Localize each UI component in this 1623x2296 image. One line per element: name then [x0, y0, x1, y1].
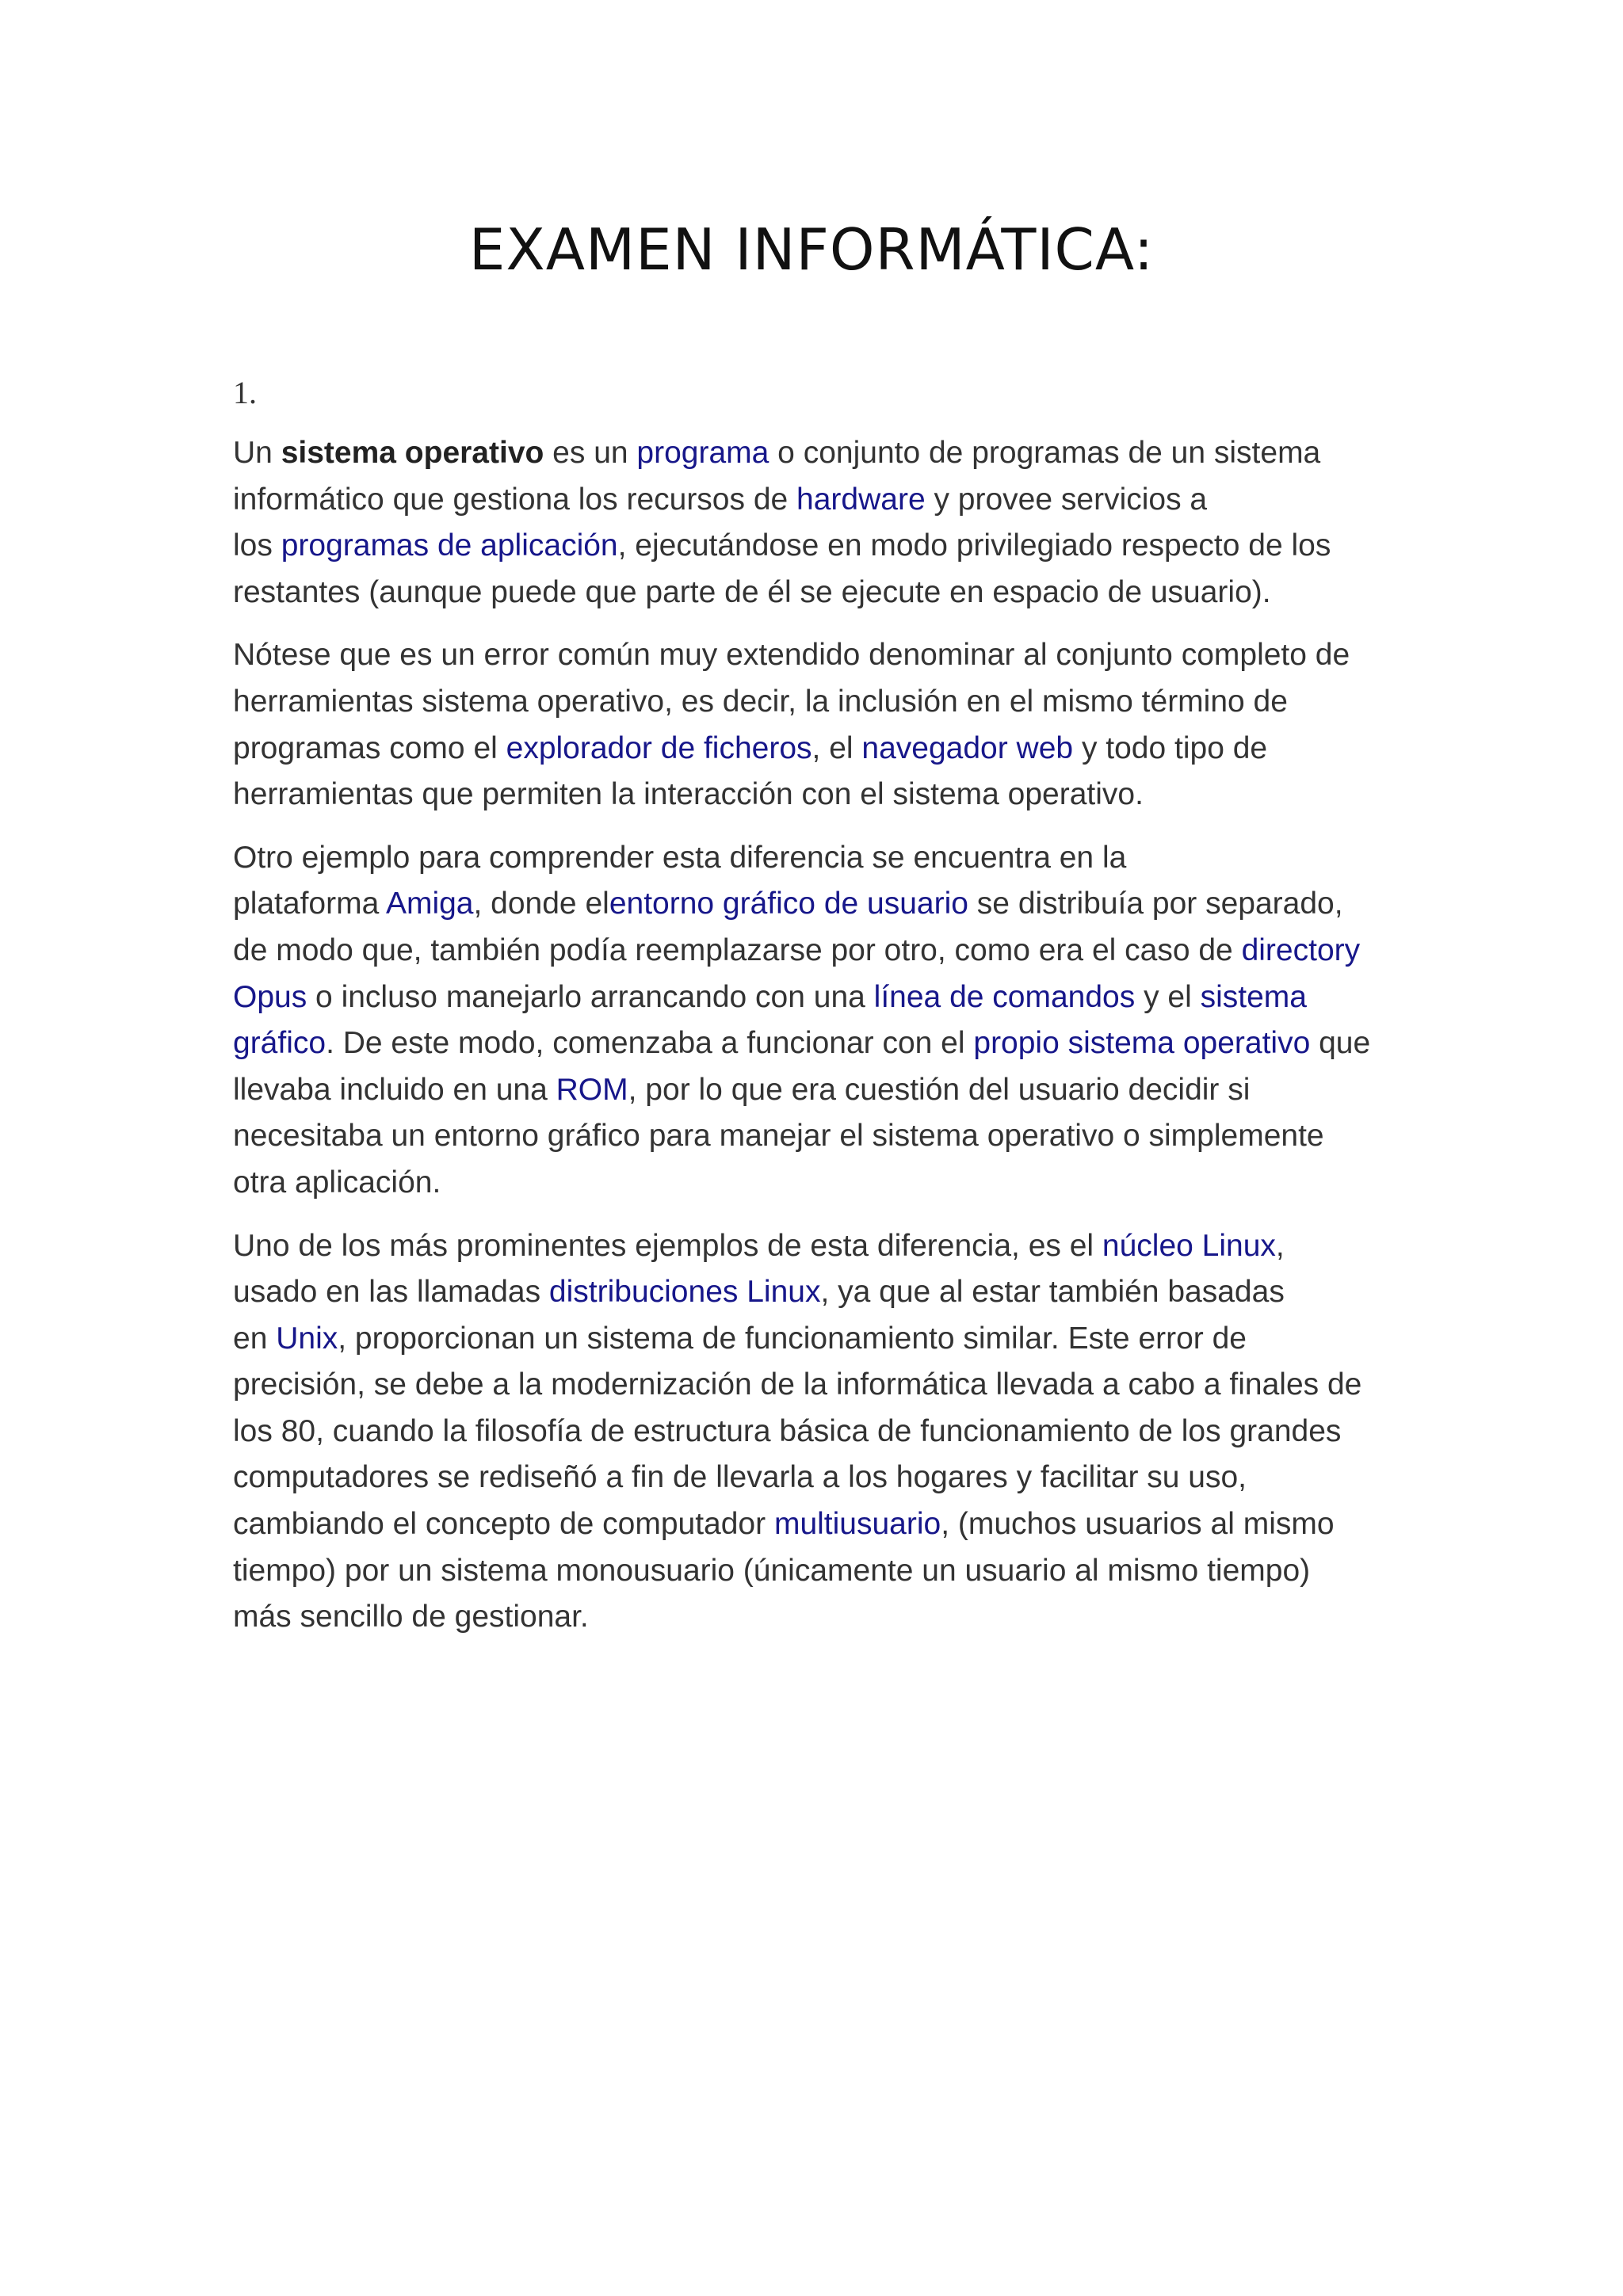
text-line	[233, 679, 1406, 726]
text-line	[233, 1409, 1406, 1455]
text-line	[233, 1067, 1406, 1114]
text-line	[233, 1020, 1406, 1067]
page-title: EXAMEN INFORMÁTICA:	[468, 216, 1155, 283]
text-span: , el	[812, 730, 862, 765]
hyperlink[interactable]: propio sistema operativo	[973, 1026, 1311, 1061]
hyperlink[interactable]: programa	[636, 436, 769, 470]
question-number: 1.	[233, 375, 257, 410]
text-span: computadores se rediseñó a fin de llevarla a los hogares y facilitar su uso,	[233, 1460, 1247, 1495]
text-span: que	[1310, 1026, 1371, 1061]
text-span: Uno de los más prominentes ejemplos de esta diferencia, es el	[233, 1228, 1102, 1263]
text-span: Nótese que es un error común muy extendido denominar al conjunto completo de	[233, 638, 1350, 673]
text-line	[233, 1269, 1406, 1316]
text-span: herramientas sistema operativo, es decir, la inclusión en el mismo término de	[233, 684, 1288, 719]
text-span: necesitaba un entorno gráfico para manejar el sistema operativo o simplemente	[233, 1119, 1324, 1154]
text-line	[233, 974, 1406, 1021]
text-line	[233, 1223, 1406, 1270]
hyperlink[interactable]: explorador de ficheros	[506, 730, 812, 765]
paragraph	[233, 430, 1406, 616]
text-span: restantes (aunque puede que parte de él se ejecute en espacio de usuario).	[233, 574, 1271, 609]
text-span: plataforma	[233, 887, 386, 921]
text-line	[233, 430, 1406, 477]
hyperlink[interactable]: núcleo Linux	[1102, 1228, 1276, 1263]
text-line	[233, 477, 1406, 524]
text-span: los 80, cuando la filosofía de estructura básica de funcionamiento de los grandes	[233, 1413, 1342, 1448]
text-line	[233, 835, 1406, 882]
text-span: informático que gestiona los recursos de	[233, 482, 797, 517]
hyperlink[interactable]: directory	[1241, 933, 1361, 967]
text-line	[233, 1113, 1406, 1160]
text-line	[233, 881, 1406, 928]
text-span: se distribuía por separado,	[968, 887, 1343, 921]
text-span: otra aplicación.	[233, 1165, 441, 1199]
text-line	[233, 726, 1406, 772]
hyperlink[interactable]: ROM	[556, 1072, 628, 1107]
text-span: precisión, se debe a la modernización de la informática llevada a cabo a finales de	[233, 1367, 1362, 1402]
hyperlink[interactable]: sistema	[1200, 979, 1307, 1014]
answer-body	[233, 430, 1406, 1657]
text-span: es un	[544, 436, 637, 470]
hyperlink[interactable]: navegador web	[861, 730, 1074, 765]
text-span: , proporcionan un sistema de funcionamiento similar. Este error de	[338, 1321, 1247, 1356]
text-span: y todo tipo de	[1073, 730, 1268, 765]
text-line	[233, 523, 1406, 570]
text-line	[233, 772, 1406, 818]
hyperlink[interactable]: Unix	[276, 1321, 338, 1356]
hyperlink[interactable]: entorno gráfico de usuario	[609, 887, 968, 921]
text-span: los	[233, 528, 281, 563]
text-span: usado en las llamadas	[233, 1275, 549, 1310]
text-span: Otro ejemplo para comprender esta diferencia se encuentra en la	[233, 840, 1127, 875]
text-span: llevaba incluido en una	[233, 1072, 556, 1107]
text-line	[233, 1362, 1406, 1409]
text-line	[233, 928, 1406, 974]
text-line	[233, 1316, 1406, 1363]
text-span: ,	[1275, 1228, 1285, 1263]
hyperlink[interactable]: Amiga	[385, 887, 474, 921]
hyperlink[interactable]: Opus	[233, 979, 307, 1014]
text-span: en	[233, 1321, 277, 1356]
text-line	[233, 570, 1406, 616]
text-span: , ya que al estar también basadas	[820, 1275, 1285, 1310]
text-line	[233, 1160, 1406, 1207]
text-span: , por lo que era cuestión del usuario decidir si	[628, 1072, 1251, 1107]
hyperlink[interactable]: hardware	[796, 482, 926, 517]
text-span: o incluso manejarlo arrancando con una	[307, 979, 874, 1014]
text-span: de modo que, también podía reemplazarse por otro, como era el caso de	[233, 933, 1242, 967]
text-line	[233, 1548, 1406, 1595]
text-line	[233, 1455, 1406, 1501]
hyperlink[interactable]: línea de comandos	[873, 979, 1136, 1014]
text-span: y el	[1135, 979, 1201, 1014]
text-span: , donde el	[473, 887, 609, 921]
paragraph	[233, 1223, 1406, 1641]
text-line	[233, 632, 1406, 679]
hyperlink[interactable]: gráfico	[233, 1026, 327, 1061]
text-span: o conjunto de programas de un sistema	[769, 436, 1321, 470]
hyperlink[interactable]: multiusuario	[773, 1507, 941, 1542]
text-span: programas como el	[233, 730, 506, 765]
text-line	[233, 1501, 1406, 1548]
text-span: herramientas que permiten la interacción con el sistema operativo.	[233, 777, 1144, 812]
paragraph	[233, 632, 1406, 818]
text-span: cambiando el concepto de computador	[233, 1507, 774, 1542]
text-span: tiempo) por un sistema monousuario (únicamente un usuario al mismo tiempo)	[233, 1553, 1311, 1588]
text-span: y provee servicios a	[925, 482, 1208, 517]
text-span: , (muchos usuarios al mismo	[941, 1507, 1335, 1542]
hyperlink[interactable]: distribuciones Linux	[548, 1275, 821, 1310]
text-span: Un	[233, 436, 281, 470]
text-line	[233, 1594, 1406, 1641]
bold-term: sistema operativo	[281, 436, 544, 470]
text-span: , ejecutándose en modo privilegiado respecto de los	[617, 528, 1331, 563]
hyperlink[interactable]: programas de aplicación	[281, 528, 618, 563]
text-span: más sencillo de gestionar.	[233, 1600, 589, 1634]
text-span: . De este modo, comenzaba a funcionar con el	[326, 1026, 974, 1061]
paragraph	[233, 835, 1406, 1207]
